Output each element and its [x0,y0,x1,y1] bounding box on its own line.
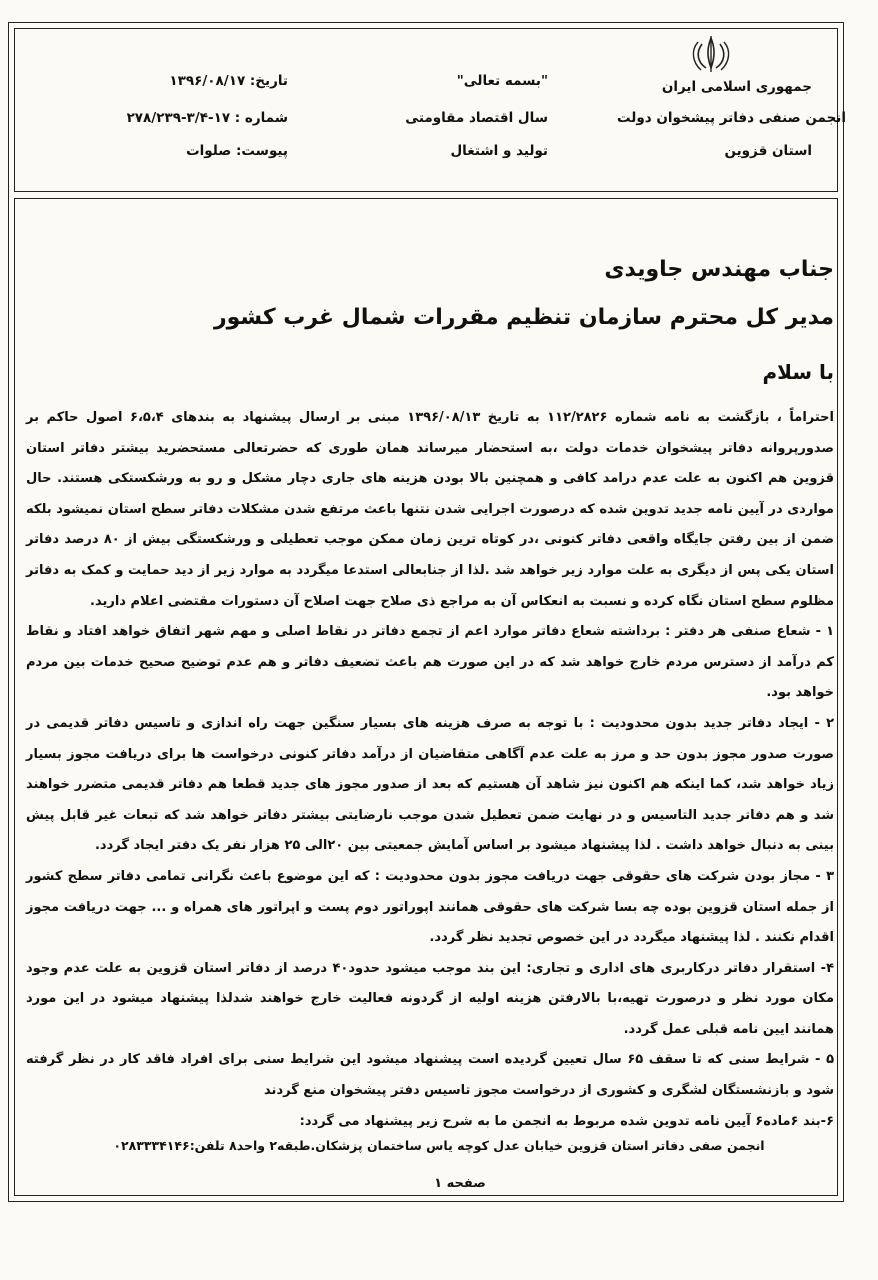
item-4-paragraph: ۴- استقرار دفاتر درکاربری های اداری و تجاری: این بند موجب میشود حدود۴۰ درصد از دفاتر استان قزوین به علت عدم وجود مکان مورد نظر و درصورت تهیه،با بالارفتن هزینه اولیه از گردونه فعالیت خارج خواهند شدلذا پیشنهاد میشود در این مورد همانند ایین نامه قبلی عمل گردد. [26,960,834,1037]
addressee-name: جناب مهندس جاویدی [604,257,834,282]
basmala: "بسمه تعالی" [456,73,548,89]
item-1-paragraph: ۱ - شعاع صنفی هر دفتر : برداشته شعاع دفاتر موارد اعم از تجمع دفاتر در نقاط اصلی و مهم شهر اتفاق خواهد افتاد و نقاط کم درآمد از دسترس مردم خارج خواهد شد که در این صورت هم باعث تضعیف دفاتر و هم عدم توضیح صحیح خدمات بین مردم خواهد بود. [26,624,834,701]
year-slogan-2: تولید و اشتغال [450,143,548,159]
greeting: با سلام [762,360,834,384]
item-5-paragraph: ۵ - شرایط سنی که تا سقف ۶۵ سال تعیین گردیده است پیشنهاد میشود این شرایط سنی برای افراد فاقد کار در نظر گرفته شود و بازنشستگان لشگری و کشوری از درخواست مجوز تاسیس دفتر پیشخوان منع گردند [26,1052,834,1099]
item-2-paragraph: ۲ - ایجاد دفاتر جدید بدون محدودیت : با توجه به صرف هزینه های بسیار سنگین جهت راه اندازی و تاسیس دفاتر قدیمی در صورت صدور مجوز بدون حد و مرز به علت عدم آگاهی متقاضیان از درآمد دفاتر کنونی درخواست ها برای دریافت مجوز بسیار زیاد خواهد شد، کما اینکه هم اکنون نیز شاهد آن هستیم که بعد از صدور مجوز های جدید قطعا هم دفاتر قدیمی متضرر خواهند شد و هم دفاتر جدید التاسیس و در نهایت ضمن تعطیل شدن موجب نارضایتی بیشتر دفاتر خواهد شد که تبعات غیر قابل پیش بینی به دنبال خواهد داشت . لذا پیشنهاد میشود بر اساس آمایش جمعیتی بین ۲۰الی ۲۵ هزار نفر یک دفتر ایجاد گردد. [26,715,834,854]
year-slogan: سال اقتصاد مقاومتی [405,110,548,126]
org-association: انجمن صنفی دفاتر پیشخوان دولت [617,110,846,126]
page-number: صفحه ۱ [434,1176,486,1191]
org-country: جمهوری اسلامی ایران [661,79,812,95]
letter-number: شماره : ۱۷-۳/۴-۲۷۸/۲۳۹ [126,110,288,126]
intro-paragraph: احتراماً ، بازگشت به نامه شماره ۱۱۲/۲۸۲۶ به تاریخ ۱۳۹۶/۰۸/۱۳ مبنی بر ارسال پیشنهاد به بندهای ۶،۵،۴ اصول حاکم بر صدورپروانه دفاتر پیشخوان خدمات دولت ،به استحضار میرساند همان طوری که حضرتعالی مستحضرید بیشتر دفاتر استان قزوین هم اکنون به علت عدم درامد کافی و همچنین بالا بودن هزینه های جاری دچار مشکل و رو به ورشکستکی هستند. حال مواردی در آیین نامه جدید تدوین شده که درصورت اجرایی شدن نتنها باعث مرتفع شدن مشکلات دفاتر سطح استان نمیشود بلکه ضمن از بین رفتن جایگاه واقعی دفاتر کنونی ،در کوتاه ترین زمان ممکن موجب تعطیلی و ورشکستگی بیش از ۸۰ درصد دفاتر استان یکی پس از دیگری به علت موارد زیر خواهد شد .لذا از جنابعالی استدعا میگردد به موارد زیر از دید حمایت و کمک به دفاتر مظلوم سطح استان نگاه کرده و نسبت به انعکاس آن به مراجع ذی صلاح جهت اصلاح آن دستورات مقتضی اعلام دارید. [26,410,835,609]
letter-content [26,403,834,1137]
letter-date: تاریخ: ۱۳۹۶/۰۸/۱۷ [169,73,288,89]
addressee-position: مدیر کل محترم سازمان تنظیم مقررات شمال غرب کشور [213,305,834,330]
item-6-paragraph: ۶-بند ۶ماده۶ آیین نامه تدوین شده مربوط به انجمن ما به شرح زیر پیشنهاد می گردد: [299,1113,834,1129]
footer-address: انجمن صفی دفاتر استان قزوین خیابان عدل کوچه یاس ساختمان پزشکان.طبقه۲ واحد۸ تلفن:۰۲۸۳۳۳۴۱۴۶ [113,1138,765,1153]
item-3-paragraph: ۳ - مجاز بودن شرکت های حقوقی جهت دریافت مجوز بدون محدودیت : که این موضوع باعث نگرانی تمامی دفاتر سطح کشور از جمله استان قزوین بوده چه بسا شرکت های حقوقی همانند اپوراتور دوم پست و اپراتور های همراه و ... جهت دریافت مجوز اقدام نکنند . لذا پیشنهاد میگردد در این خصوص تجدید نظر گردد. [26,868,834,946]
letter-attachment: پیوست: صلوات [186,143,288,159]
national-emblem-icon [688,34,734,74]
org-province: استان قزوین [724,143,812,159]
